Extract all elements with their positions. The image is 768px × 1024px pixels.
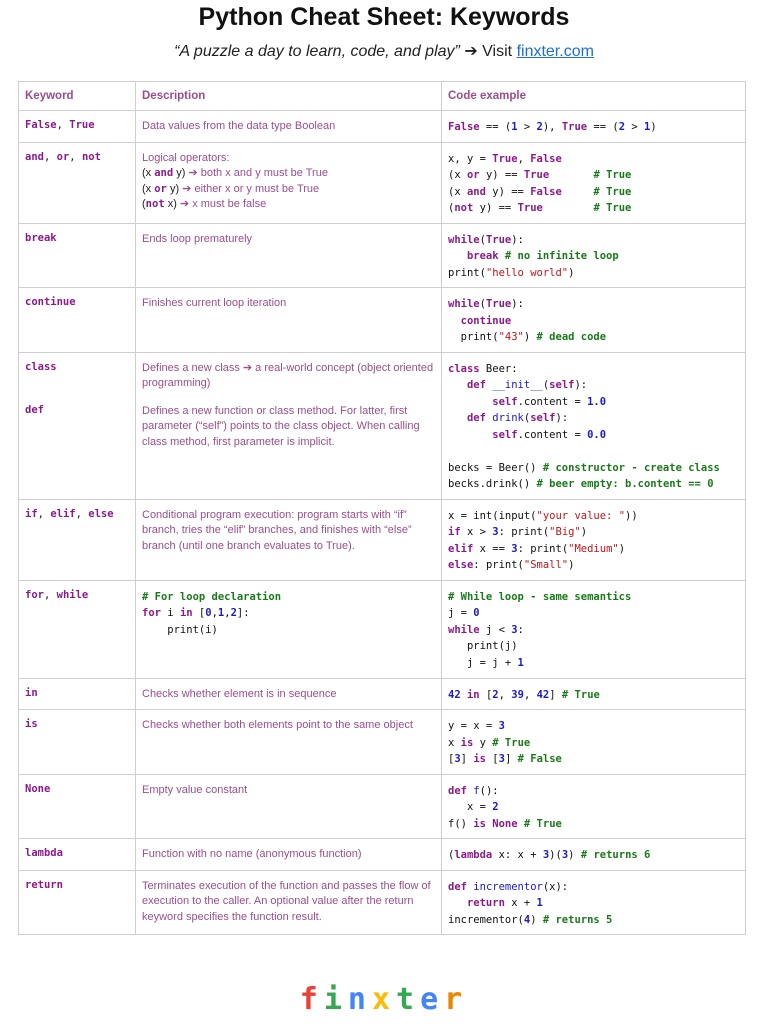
description-cell	[136, 352, 442, 499]
code-cell: 42 in [2, 39, 42] # True	[442, 678, 746, 710]
table-row	[19, 839, 746, 871]
description-cell: Ends loop prematurely	[136, 223, 442, 288]
table-row	[19, 352, 746, 499]
code-cell: y = x = 3 x is y # True [3] is [3] # False	[442, 710, 746, 775]
table-row	[19, 710, 746, 775]
keyword: False	[25, 119, 57, 131]
table-row	[19, 111, 746, 143]
visit-label: Visit	[482, 43, 513, 60]
keyword-cell: None	[19, 774, 136, 839]
logo-letter: e	[420, 982, 445, 1017]
description-cell: Logical operators: (x and y) ➔ both x and y must be True (x or y) ➔ either x or y must be True (not x) ➔ x must be false	[136, 142, 442, 223]
description-cell: Checks whether both elements point to the same object	[136, 710, 442, 775]
finxter-logo	[0, 982, 768, 1017]
keyword-cell: continue	[19, 288, 136, 353]
logo-letter: i	[323, 982, 348, 1017]
logo-letter: x	[371, 982, 397, 1017]
table-row	[19, 142, 746, 223]
description-def: Defines a new function or class method. For latter, first parameter (“self”) points to the class object. When calling class method, first parameter is implicit.	[142, 404, 420, 448]
code-cell: def f(): x = 2 f() is None # True	[442, 774, 746, 839]
description-cell: Terminates execution of the function and passes the flow of execution to the caller. An optional value after the return keyword specifies the function result.	[136, 870, 442, 935]
table-row	[19, 580, 746, 678]
table-row	[19, 499, 746, 580]
keyword: class	[25, 360, 57, 373]
logo-letter: r	[444, 982, 469, 1017]
description-cell: Data values from the data type Boolean	[136, 111, 442, 143]
description-cell: Conditional program execution: program starts with “if” branch, tries the “elif” branches, and finishes with “else” branch (until one branch evaluates to True).	[136, 499, 442, 580]
table-row	[19, 223, 746, 288]
logo-letter: f	[299, 982, 324, 1017]
logo-letter: t	[396, 982, 421, 1017]
code-cell: while(True): break # no infinite loop print("hello world")	[442, 223, 746, 288]
subtitle	[0, 41, 768, 61]
logo-letter: n	[347, 982, 372, 1017]
code-cell: (lambda x: x + 3)(3) # returns 6	[442, 839, 746, 871]
description-title: Logical operators:	[142, 151, 230, 164]
code-cell: False == (1 > 2), True == (2 > 1)	[442, 111, 746, 143]
keyword: and	[25, 150, 44, 163]
header-keyword: Keyword	[19, 82, 136, 111]
keyword: True	[69, 119, 95, 131]
description-cell: Checks whether element is in sequence	[136, 678, 442, 710]
code-cell: # While loop - same semantics j = 0 while j < 3: print(j) j = j + 1	[442, 580, 746, 678]
keyword: while	[56, 588, 89, 601]
table-row	[19, 774, 746, 839]
table-header-row	[19, 82, 746, 111]
keyword-cell: is	[19, 710, 136, 775]
code-cell: def incrementor(x): return x + 1 incrementor(4) # returns 5	[442, 870, 746, 935]
header-code-example: Code example	[442, 82, 746, 111]
keyword-cell: break	[19, 223, 136, 288]
table-row	[19, 288, 746, 353]
keyword-cell: and, or, not	[19, 142, 136, 223]
keyword-cell	[19, 352, 136, 499]
code-cell: x, y = True, False (x or y) == True # True (x and y) == False # True (not y) == True # True	[442, 142, 746, 223]
subtitle-quote: “A puzzle a day to learn, code, and play”	[174, 43, 460, 60]
keyword: or	[56, 150, 70, 163]
separator: ,	[56, 119, 63, 131]
keyword: def	[25, 403, 44, 416]
description-class: Defines a new class ➔ a real-world concept (object oriented programming)	[142, 361, 434, 389]
code-cell: while(True): continue print("43") # dead code	[442, 288, 746, 353]
keyword-cell: lambda	[19, 839, 136, 871]
page-title: Python Cheat Sheet: Keywords	[198, 3, 570, 31]
description-cell: Function with no name (anonymous function)	[136, 839, 442, 871]
code-cell: x = int(input("your value: ")) if x > 3: print("Big") elif x == 3: print("Medium") else: print("Small")	[442, 499, 746, 580]
keyword-cell: return	[19, 870, 136, 935]
keyword-cell: for, while	[19, 580, 136, 678]
table-row	[19, 870, 746, 935]
code-cell: # For loop declaration for i in [0,1,2]: print(i)	[136, 580, 442, 678]
keyword: not	[81, 150, 101, 163]
keyword-cell: if, elif, else	[19, 499, 136, 580]
arrow-icon: ➔	[464, 43, 478, 60]
keyword-cell: in	[19, 678, 136, 710]
header-description: Description	[136, 82, 442, 111]
keyword: elif	[50, 507, 76, 520]
keywords-table	[18, 81, 746, 935]
keyword-cell	[19, 111, 136, 143]
description-cell: Finishes current loop iteration	[136, 288, 442, 353]
table-row	[19, 678, 746, 710]
description-cell: Empty value constant	[136, 774, 442, 839]
keyword: if	[25, 507, 38, 520]
keyword: else	[88, 507, 114, 520]
keyword: for	[25, 588, 44, 601]
finxter-link[interactable]: finxter.com	[516, 43, 594, 60]
code-cell: class Beer: def __init__(self): self.content = 1.0 def drink(self): self.content = 0.0 becks = Beer() # constructor - create class becks.drink() # beer empty: b.content == 0	[442, 352, 746, 499]
